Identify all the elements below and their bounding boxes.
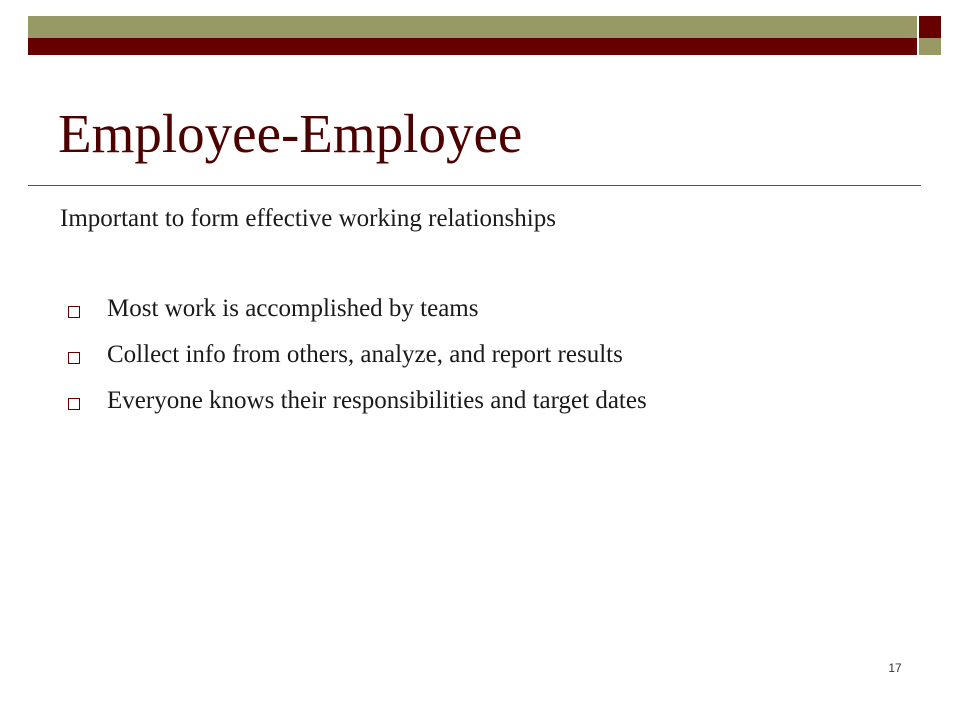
banner-olive-square [919, 38, 941, 55]
hollow-square-icon [68, 306, 80, 318]
bullet-text: Most work is accomplished by teams [107, 295, 479, 322]
slide-title: Employee-Employee [58, 103, 523, 164]
banner-maroon-bar [28, 38, 917, 55]
hollow-square-icon [68, 352, 80, 364]
hollow-square-icon [68, 398, 80, 410]
bullet-text: Collect info from others, analyze, and report results [107, 341, 623, 368]
banner-maroon-square [919, 16, 941, 38]
page-number: 17 [888, 661, 902, 675]
intro-text: Important to form effective working relationships [60, 205, 556, 232]
title-divider [28, 185, 921, 186]
bullet-text: Everyone knows their responsibilities and target dates [107, 387, 647, 414]
banner-olive-bar [28, 16, 917, 38]
